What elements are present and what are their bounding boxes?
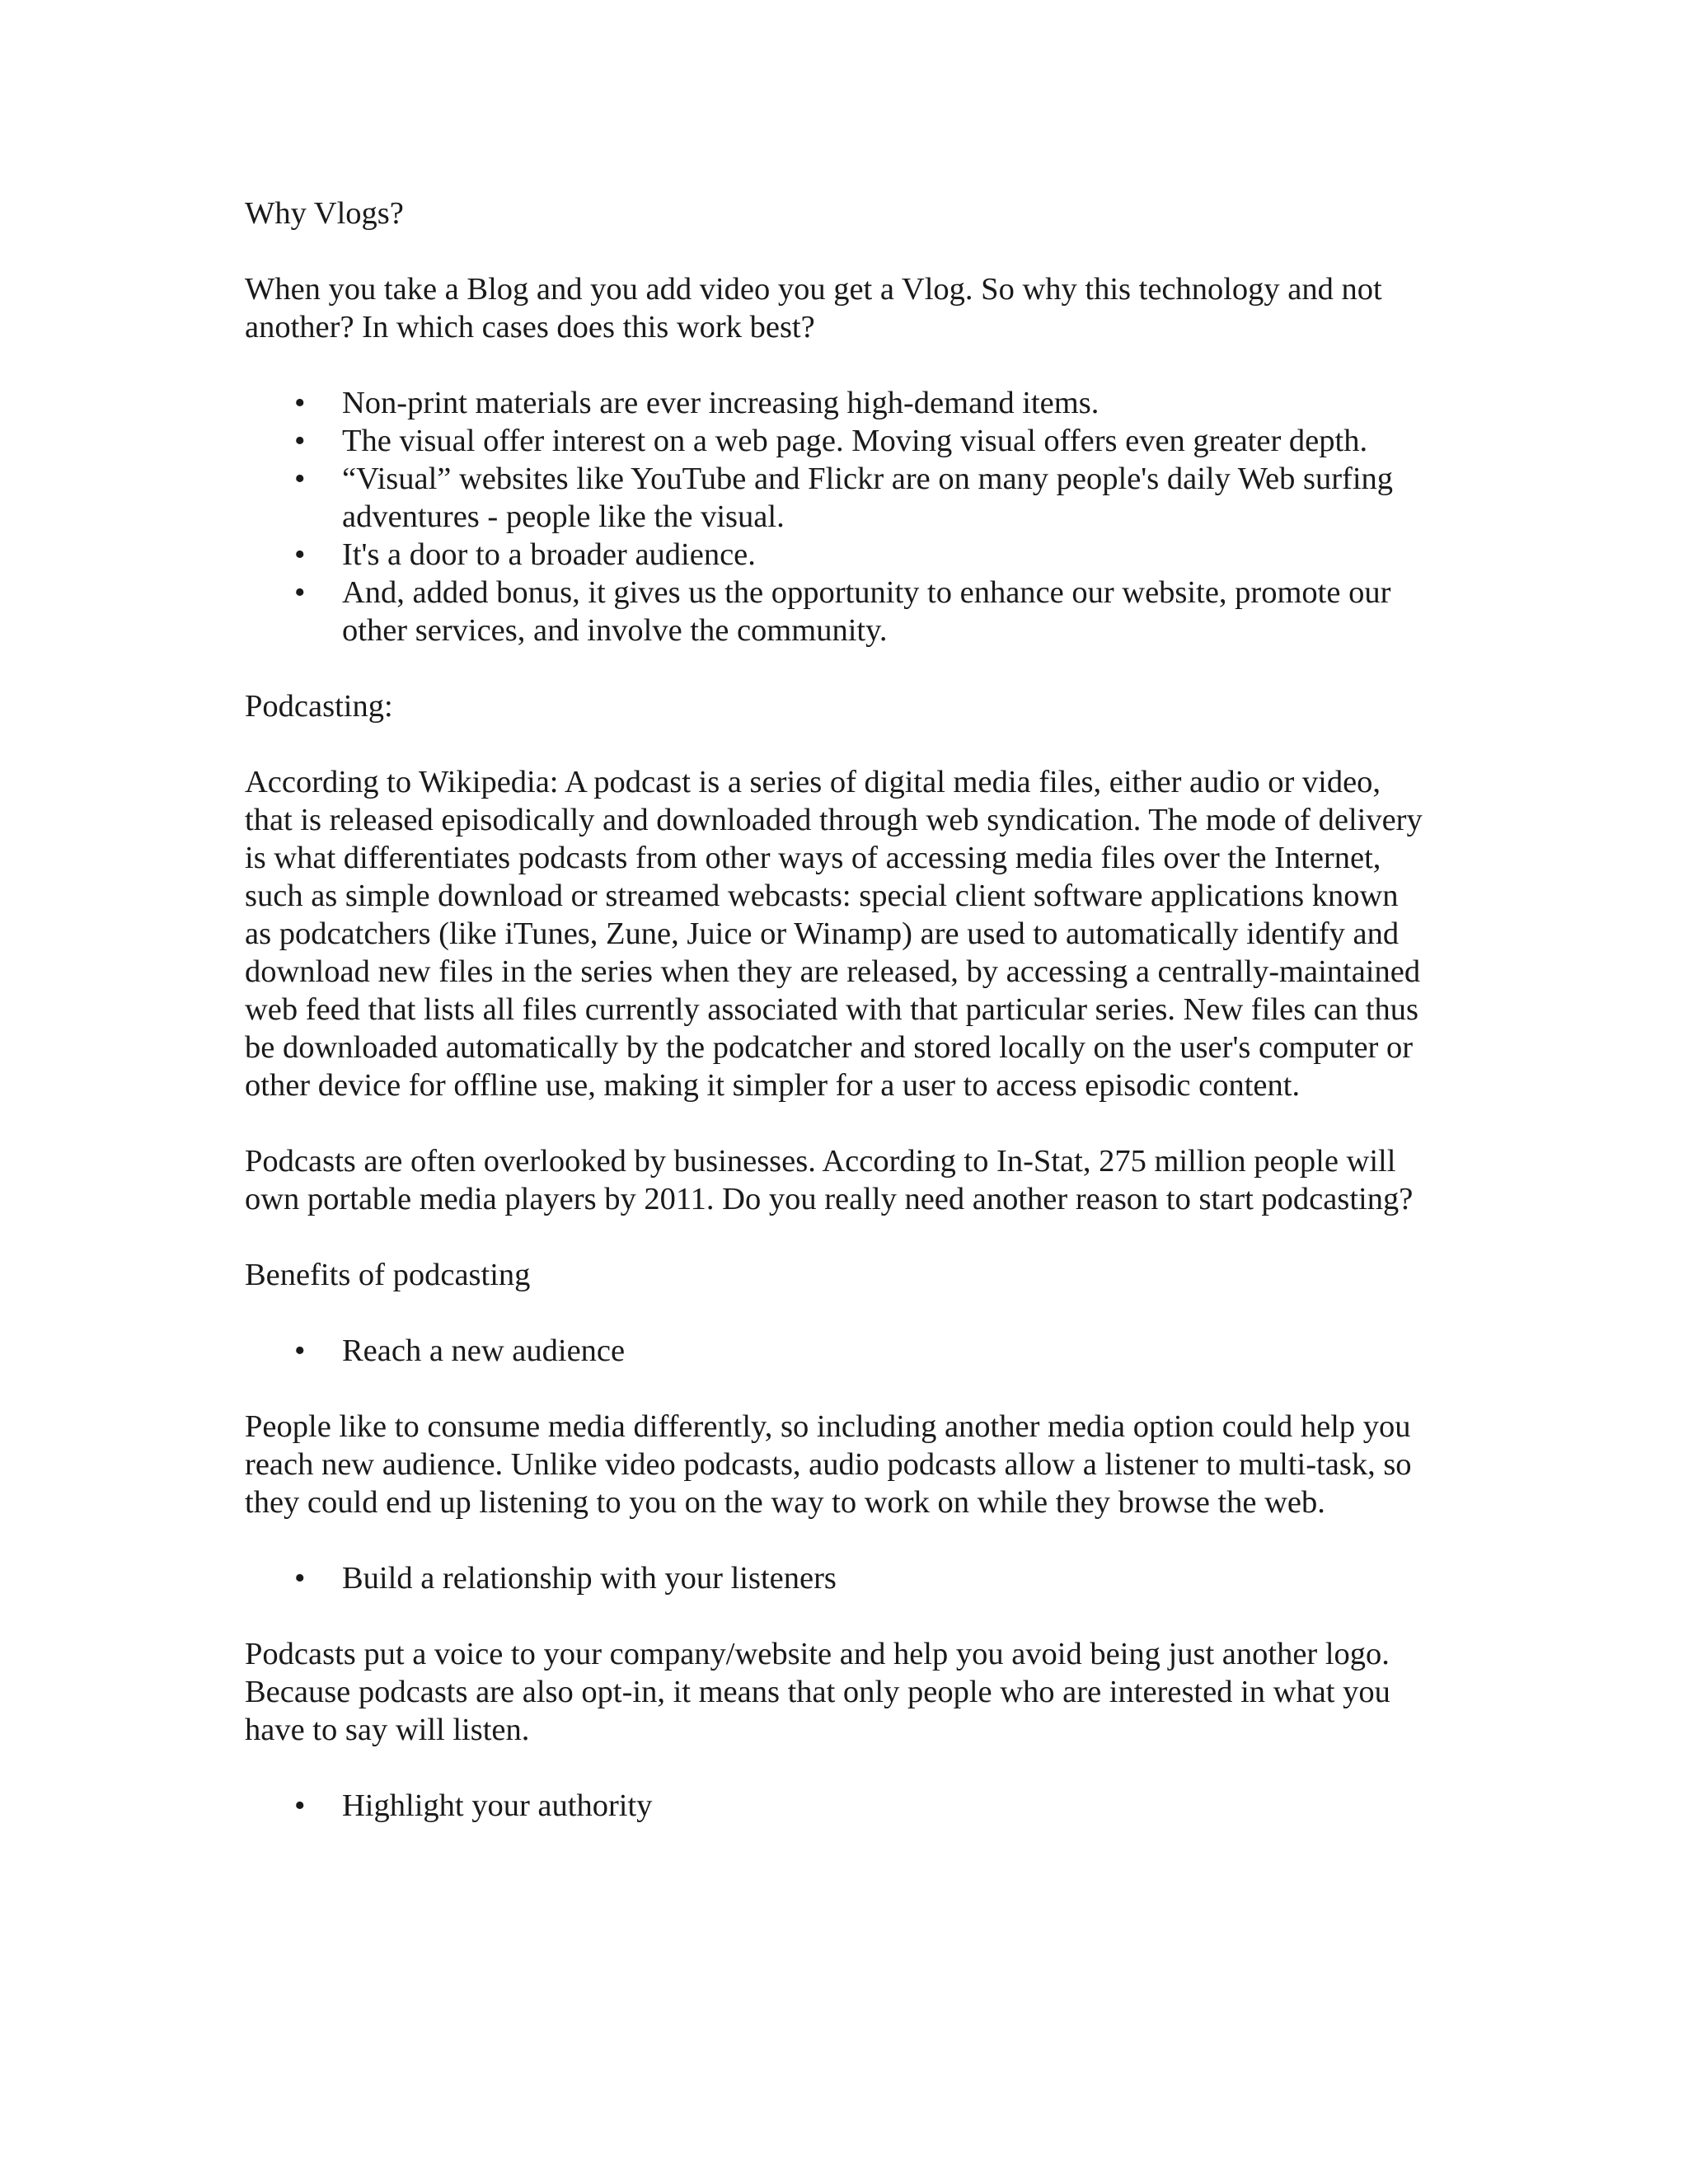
list-item-text: “Visual” websites like YouTube and Flickr are on many people's daily Web surfing adventures - people like the visual. [342, 462, 1394, 534]
document-body [245, 194, 1423, 1863]
list-item-text: The visual offer interest on a web page. Moving visual offers even greater depth. [342, 424, 1368, 458]
list-item [245, 1787, 1423, 1825]
vlogs-bullet-list [245, 384, 1423, 649]
benefits-heading: Benefits of podcasting [245, 1258, 531, 1292]
list-item [245, 1332, 1423, 1370]
podcasting-heading: Podcasting: [245, 689, 393, 724]
list-item [245, 1559, 1423, 1597]
benefit-3-label: Highlight your authority [342, 1788, 653, 1823]
bullet-icon: • [294, 1788, 306, 1823]
bullet-icon: • [294, 424, 306, 458]
benefit-2-paragraph: Podcasts put a voice to your company/website and help you avoid being just another logo. Because podcasts are also opt-in, it means that only people who are interested in what you have to say will listen. [245, 1637, 1390, 1747]
bullet-icon: • [294, 386, 306, 420]
list-item [245, 384, 1423, 422]
list-item-text: Non-print materials are ever increasing high-demand items. [342, 386, 1100, 420]
bullet-icon: • [294, 462, 306, 496]
list-item [245, 574, 1423, 649]
list-item [245, 422, 1423, 460]
benefit-2-label: Build a relationship with your listeners [342, 1561, 837, 1596]
benefit-1-list [245, 1332, 1423, 1370]
podcasting-definition-paragraph: According to Wikipedia: A podcast is a series of digital media files, either audio or video, that is released episodically and downloaded through web syndication. The mode of delivery is what differentiates podcasts from other ways of accessing media files over the Internet, such as simple download or streamed webcasts: special client software applications known as podcatchers (like iTunes, Zune, Juice or Winamp) are used to automatically identify and download new files in the series when they are released, by accessing a centrally-maintained web feed that lists all files currently associated with that particular series. New files can thus be downloaded automatically by the podcatcher and stored locally on the user's computer or other device for offline use, making it simpler for a user to access episodic content. [245, 765, 1423, 1103]
benefit-2-list [245, 1559, 1423, 1597]
benefit-1-label: Reach a new audience [342, 1333, 626, 1368]
vlogs-heading: Why Vlogs? [245, 196, 404, 231]
bullet-icon: • [294, 575, 306, 610]
list-item [245, 460, 1423, 536]
benefit-1-paragraph: People like to consume media differently, so including another media option could help you reach new audience. Unlike video podcasts, audio podcasts allow a listener to multi-task, so they could end up listening to you on the way to work on while they browse the web. [245, 1409, 1412, 1520]
bullet-icon: • [294, 1333, 306, 1368]
podcasting-overlooked-paragraph: Podcasts are often overlooked by businesses. According to In-Stat, 275 million people will own portable media players by 2011. Do you really need another reason to start podcasting? [245, 1144, 1414, 1216]
bullet-icon: • [294, 1561, 306, 1596]
benefit-3-list [245, 1787, 1423, 1825]
vlogs-intro-paragraph: When you take a Blog and you add video you get a Vlog. So why this technology and not another? In which cases does this work best? [245, 272, 1382, 344]
bullet-icon: • [294, 537, 306, 572]
list-item [245, 536, 1423, 574]
list-item-text: It's a door to a broader audience. [342, 537, 756, 572]
list-item-text: And, added bonus, it gives us the opportunity to enhance our website, promote our other services, and involve the community. [342, 575, 1391, 648]
